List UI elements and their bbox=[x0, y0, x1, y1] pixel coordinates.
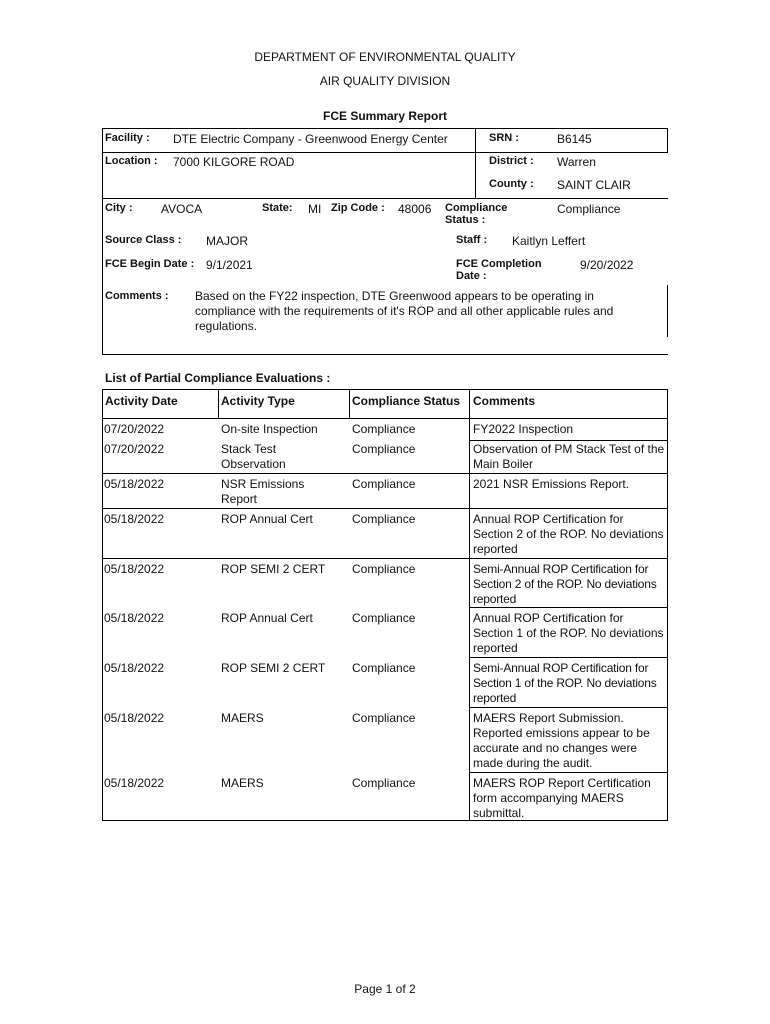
row-status: Compliance bbox=[352, 776, 416, 790]
srn-value: B6145 bbox=[557, 132, 592, 146]
row-comments: Annual ROP Certification for Section 2 of the ROP. No deviations reported bbox=[473, 512, 664, 556]
row-status: Compliance bbox=[352, 562, 416, 576]
row-date: 05/18/2022 bbox=[104, 661, 165, 675]
compliance-status-label: Compliance bbox=[445, 202, 508, 214]
row-status: Compliance bbox=[352, 711, 416, 725]
row-status: Compliance bbox=[352, 512, 416, 526]
row-comments: 2021 NSR Emissions Report. bbox=[473, 477, 630, 491]
row-comments: MAERS ROP Report Certification form accompanying MAERS submittal. bbox=[473, 776, 651, 820]
header-compliance-status: Compliance Status bbox=[352, 394, 461, 408]
city-label: City : bbox=[105, 202, 133, 214]
fce-completion-label-2: Date : bbox=[456, 270, 487, 282]
header-activity-type: Activity Type bbox=[221, 394, 295, 408]
staff-value: Kaitlyn Leffert bbox=[512, 234, 586, 248]
county-label: County : bbox=[489, 178, 534, 190]
comments-value: Based on the FY22 inspection, DTE Greenwood appears to be operating in compliance with the requirements of it's ROP and all other applicable rules and regulations. bbox=[195, 289, 614, 333]
source-class-label: Source Class : bbox=[105, 234, 182, 246]
header-activity-date: Activity Date bbox=[105, 394, 178, 408]
row-date: 07/20/2022 bbox=[104, 422, 165, 436]
row-date: 05/18/2022 bbox=[104, 611, 165, 625]
staff-label: Staff : bbox=[456, 234, 488, 246]
row-date: 05/18/2022 bbox=[104, 477, 165, 491]
compliance-status-value: Compliance bbox=[557, 202, 621, 216]
row-comments: Semi-Annual ROP Certification for Section 1 of the ROP. No deviations reported bbox=[473, 661, 657, 705]
facility-value: DTE Electric Company - Greenwood Energy Center bbox=[173, 132, 448, 146]
fce-completion-label: FCE Completion bbox=[456, 258, 542, 270]
row-comments: Observation of PM Stack Test of the Main Boiler bbox=[473, 442, 665, 471]
source-class-value: MAJOR bbox=[206, 234, 248, 248]
page-number: Page 1 of 2 bbox=[354, 982, 416, 996]
evaluations-title: List of Partial Compliance Evaluations : bbox=[105, 371, 331, 385]
row-type: MAERS bbox=[221, 711, 264, 725]
row-comments: MAERS Report Submission. Reported emissions appear to be accurate and no changes were made during the audit. bbox=[473, 711, 650, 770]
zip-value: 48006 bbox=[398, 202, 432, 216]
row-comments: Semi-Annual ROP Certification for Section 2 of the ROP. No deviations reported bbox=[473, 562, 657, 606]
district-label: District : bbox=[489, 155, 534, 167]
row-status: Compliance bbox=[352, 477, 416, 491]
department-heading: DEPARTMENT OF ENVIRONMENTAL QUALITY bbox=[254, 50, 516, 64]
county-value: SAINT CLAIR bbox=[557, 178, 631, 192]
row-comments: Annual ROP Certification for Section 1 of the ROP. No deviations reported bbox=[473, 611, 664, 655]
header-comments: Comments bbox=[473, 394, 536, 408]
facility-label: Facility : bbox=[105, 132, 150, 144]
row-status: Compliance bbox=[352, 422, 416, 436]
fce-begin-label: FCE Begin Date : bbox=[105, 258, 195, 270]
row-type: On-site Inspection bbox=[221, 422, 318, 436]
row-date: 05/18/2022 bbox=[104, 711, 165, 725]
comments-label: Comments : bbox=[105, 290, 169, 302]
report-title: FCE Summary Report bbox=[322, 109, 448, 123]
fce-completion-value: 9/20/2022 bbox=[580, 258, 634, 272]
district-value: Warren bbox=[557, 155, 596, 169]
row-date: 05/18/2022 bbox=[104, 512, 165, 526]
srn-label: SRN : bbox=[489, 132, 519, 144]
row-type: ROP SEMI 2 CERT bbox=[221, 661, 326, 675]
row-type: NSR Emissions Report bbox=[221, 477, 305, 506]
zip-label: Zip Code : bbox=[331, 202, 385, 214]
fce-begin-value: 9/1/2021 bbox=[206, 258, 253, 272]
row-date: 07/20/2022 bbox=[104, 442, 165, 456]
state-label: State: bbox=[262, 202, 293, 214]
location-value: 7000 KILGORE ROAD bbox=[173, 155, 295, 169]
row-type: MAERS bbox=[221, 776, 264, 790]
row-status: Compliance bbox=[352, 442, 416, 456]
row-type: ROP Annual Cert bbox=[221, 512, 313, 526]
row-type: ROP Annual Cert bbox=[221, 611, 313, 625]
row-type: ROP SEMI 2 CERT bbox=[221, 562, 326, 576]
row-date: 05/18/2022 bbox=[104, 562, 165, 576]
row-status: Compliance bbox=[352, 611, 416, 625]
compliance-status-label-2: Status : bbox=[445, 214, 486, 226]
row-type: Stack Test Observation bbox=[221, 442, 286, 471]
row-comments: FY2022 Inspection bbox=[473, 422, 574, 436]
row-date: 05/18/2022 bbox=[104, 776, 165, 790]
city-value: AVOCA bbox=[161, 202, 203, 216]
state-value: MI bbox=[308, 202, 322, 216]
row-status: Compliance bbox=[352, 661, 416, 675]
location-label: Location : bbox=[105, 155, 158, 167]
division-heading: AIR QUALITY DIVISION bbox=[319, 74, 451, 88]
